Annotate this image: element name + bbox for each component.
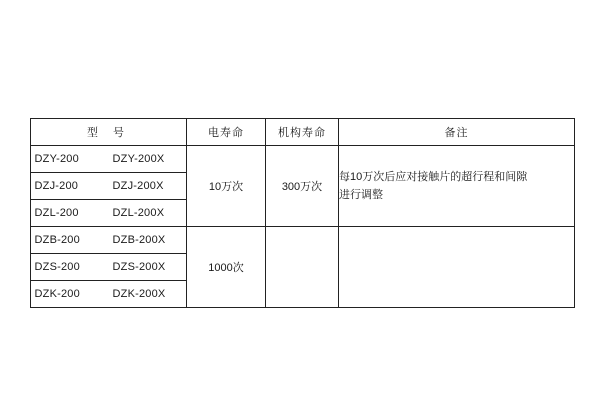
remark-line-2: 进行调整: [339, 189, 383, 201]
model-cell: [31, 173, 187, 200]
model-code-primary: DZJ-200: [34, 180, 79, 192]
electrical-life-value-top: 10万次: [187, 146, 266, 227]
column-header-electrical-life: 电寿命: [187, 119, 266, 146]
remark-content: [339, 146, 575, 227]
model-cell: [31, 146, 187, 173]
model-code-variant: DZY-200X: [112, 153, 165, 165]
remark-line-1: 每10万次后应对接触片的超行程和间隙: [339, 170, 528, 183]
model-cell: [31, 281, 187, 308]
model-code-primary: DZB-200: [34, 234, 80, 246]
table-body: [31, 146, 575, 308]
model-code-primary: DZY-200: [34, 153, 79, 165]
model-code-variant: DZB-200X: [112, 234, 166, 246]
mechanical-life-empty: [266, 227, 339, 308]
column-header-remark: 备注: [339, 119, 575, 146]
model-code-variant: DZS-200X: [112, 261, 166, 273]
model-code-variant: DZJ-200X: [112, 180, 164, 192]
table-header: [31, 119, 575, 146]
model-code-primary: DZK-200: [34, 288, 80, 300]
model-code-primary: DZS-200: [34, 261, 80, 273]
model-code-primary: DZL-200: [34, 207, 79, 219]
table-header-row: [31, 119, 575, 146]
model-cell: [31, 254, 187, 281]
model-cell: [31, 227, 187, 254]
mechanical-life-value: 300万次: [266, 146, 339, 227]
table-row: [31, 227, 575, 254]
model-code-variant: DZK-200X: [112, 288, 166, 300]
remark-empty: [339, 227, 575, 308]
electrical-life-value-bottom: 1000次: [187, 227, 266, 308]
table-row: [31, 146, 575, 173]
model-code-variant: DZL-200X: [112, 207, 165, 219]
column-header-model: 型 号: [31, 119, 187, 146]
specification-table: [30, 118, 575, 308]
column-header-mechanical-life: 机构寿命: [266, 119, 339, 146]
model-cell: [31, 200, 187, 227]
